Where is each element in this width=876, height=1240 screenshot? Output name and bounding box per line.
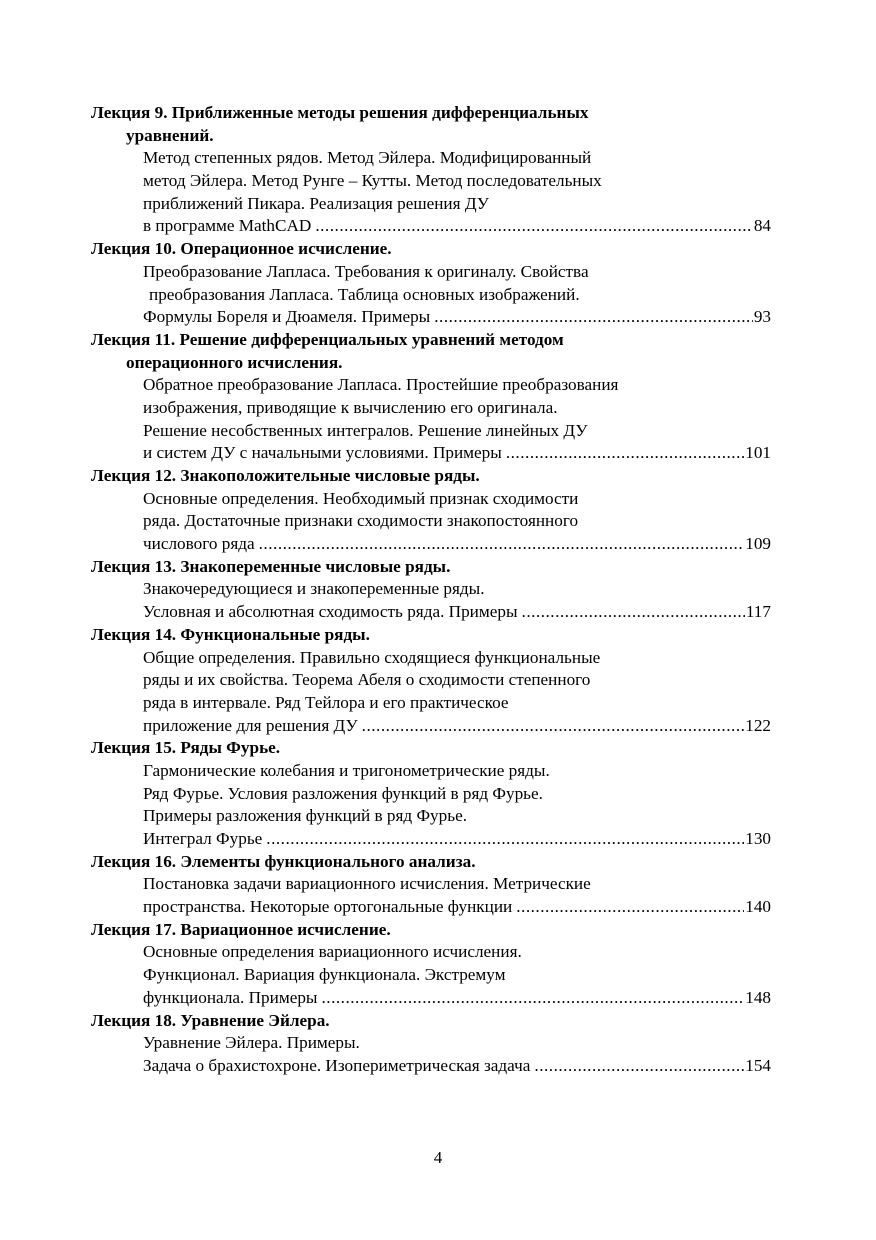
toc-page-number: 130 xyxy=(745,829,771,848)
dot-leader xyxy=(506,442,744,465)
toc-entry-title-continued: уравнений. xyxy=(126,125,214,145)
toc-page-number: 117 xyxy=(745,602,771,622)
toc-entry-description: Обратное преобразование Лапласа. Простейшие преобразования xyxy=(143,375,619,395)
toc-entry-description: Преобразование Лапласа. Требования к оригиналу. Свойства xyxy=(143,261,589,281)
toc-entry-description: Гармонические колебания и тригонометрические ряды. xyxy=(143,760,550,780)
toc-entry-title: Лекция 13. Знакопеременные числовые ряды. xyxy=(91,556,451,576)
toc-entry-description: Формулы Бореля и Дюамеля. Примеры xyxy=(143,307,431,327)
toc-entry-description: Общие определения. Правильно сходящиеся функциональные xyxy=(143,647,601,667)
toc-entry-lecture-15 xyxy=(91,737,771,850)
toc-entry-description: Знакочередующиеся и знакопеременные ряды. xyxy=(143,579,485,599)
toc-entry-title: Лекция 14. Функциональные ряды. xyxy=(91,624,370,644)
toc-entry-lecture-17 xyxy=(91,919,771,1010)
page-number: 4 xyxy=(433,1148,443,1167)
toc-entry-description: Задача о брахистохроне. Изопериметрическая задача xyxy=(143,1055,531,1075)
toc-entry-description: Примеры разложения функций в ряд Фурье. xyxy=(143,806,468,826)
toc-entry-title: Лекция 10. Операционное исчисление. xyxy=(91,239,392,259)
toc-entry-description: метод Эйлера. Метод Рунге – Кутты. Метод последовательных xyxy=(143,171,602,191)
toc-entry-description: преобразования Лапласа. Таблица основных изображений. xyxy=(149,284,580,304)
toc-entry-lecture-12 xyxy=(91,465,771,556)
toc-entry-leader-line xyxy=(91,601,771,624)
toc-entry-title: Лекция 18. Уравнение Эйлера. xyxy=(91,1010,330,1030)
dot-leader xyxy=(434,306,753,329)
toc-entry-description: ряды и их свойства. Теорема Абеля о сходимости степенного xyxy=(143,670,591,690)
toc-entry-description: приближений Пикара. Реализация решения ДУ xyxy=(143,193,489,213)
toc-entry-description: изображения, приводящие к вычислению его оригинала. xyxy=(143,397,558,417)
toc-entry-leader-line xyxy=(91,533,771,556)
toc-entry-lecture-13 xyxy=(91,556,771,624)
toc-entry-title: Лекция 12. Знакоположительные числовые ряды. xyxy=(91,466,480,485)
toc-entry-description: Интеграл Фурье xyxy=(143,829,263,848)
toc-entry-lecture-11 xyxy=(91,329,771,465)
toc-entry-lecture-14 xyxy=(91,624,771,737)
toc-entry-lecture-16 xyxy=(91,851,771,919)
dot-leader xyxy=(362,715,745,738)
toc-entry-description: Основные определения вариационного исчисления. xyxy=(143,942,522,962)
dot-leader xyxy=(266,828,744,851)
toc-page-number: 109 xyxy=(745,534,771,554)
toc-page-number: 101 xyxy=(745,443,771,463)
toc-entry-leader-line xyxy=(91,828,771,851)
dot-leader xyxy=(321,987,744,1010)
toc-entry-title: Лекция 11. Решение дифференциальных уравнений методом xyxy=(91,329,564,349)
dot-leader xyxy=(516,896,744,919)
toc-entry-description: в программе MathCAD xyxy=(143,216,312,236)
toc-entry-description: функционала. Примеры xyxy=(143,987,318,1007)
toc-page-number: 122 xyxy=(745,715,771,735)
toc-entry-leader-line xyxy=(91,987,771,1010)
toc-page-number: 154 xyxy=(745,1055,771,1075)
dot-leader xyxy=(522,601,745,624)
table-of-contents xyxy=(91,102,771,1078)
dot-leader xyxy=(534,1055,744,1078)
toc-entry-title: Лекция 17. Вариационное исчисление. xyxy=(91,919,391,939)
dot-leader xyxy=(259,533,745,556)
toc-entry-leader-line xyxy=(91,1055,771,1078)
toc-entry-leader-line xyxy=(91,715,771,738)
toc-entry-description: ряда в интервале. Ряд Тейлора и его практическое xyxy=(143,692,509,712)
toc-entry-description: Ряд Фурье. Условия разложения функций в ряд Фурье. xyxy=(143,783,543,803)
toc-entry-description: Уравнение Эйлера. Примеры. xyxy=(143,1033,360,1053)
toc-entry-description: числового ряда xyxy=(143,534,255,554)
toc-entry-description: Основные определения. Необходимый признак сходимости xyxy=(143,488,579,508)
toc-entry-description: и систем ДУ с начальными условиями. Примеры xyxy=(143,443,502,463)
toc-entry-lecture-10 xyxy=(91,238,771,329)
toc-page-number: 93 xyxy=(753,307,771,327)
toc-entry-leader-line xyxy=(91,215,771,238)
toc-entry-leader-line xyxy=(91,896,771,919)
toc-entry-description: Решение несобственных интегралов. Решение линейных ДУ xyxy=(143,420,588,440)
toc-entry-title-continued: операционного исчисления. xyxy=(126,352,343,372)
toc-page-number: 148 xyxy=(745,987,771,1007)
toc-entry-description: Функционал. Вариация функционала. Экстремум xyxy=(143,965,506,985)
toc-entry-description: ряда. Достаточные признаки сходимости знакопостоянного xyxy=(143,511,579,531)
toc-page-number: 84 xyxy=(753,216,771,236)
toc-entry-lecture-18 xyxy=(91,1010,771,1078)
toc-entry-lecture-9 xyxy=(91,102,771,238)
toc-entry-description: пространства. Некоторые ортогональные функции xyxy=(143,897,513,917)
toc-entry-leader-line xyxy=(91,306,771,329)
toc-entry-title: Лекция 15. Ряды Фурье. xyxy=(91,738,281,758)
toc-entry-title: Лекция 9. Приближенные методы решения дифференциальных xyxy=(91,103,589,122)
toc-entry-title: Лекция 16. Элементы функционального анализа. xyxy=(91,851,476,871)
toc-entry-description: Постановка задачи вариационного исчисления. Метрические xyxy=(143,874,591,894)
toc-entry-description: Условная и абсолютная сходимость ряда. Примеры xyxy=(143,602,518,622)
toc-entry-leader-line xyxy=(91,442,771,465)
dot-leader xyxy=(315,215,752,238)
toc-page-number: 140 xyxy=(745,897,771,917)
toc-entry-description: Метод степенных рядов. Метод Эйлера. Модифицированный xyxy=(143,148,592,168)
toc-entry-description: приложение для решения ДУ xyxy=(143,715,358,735)
